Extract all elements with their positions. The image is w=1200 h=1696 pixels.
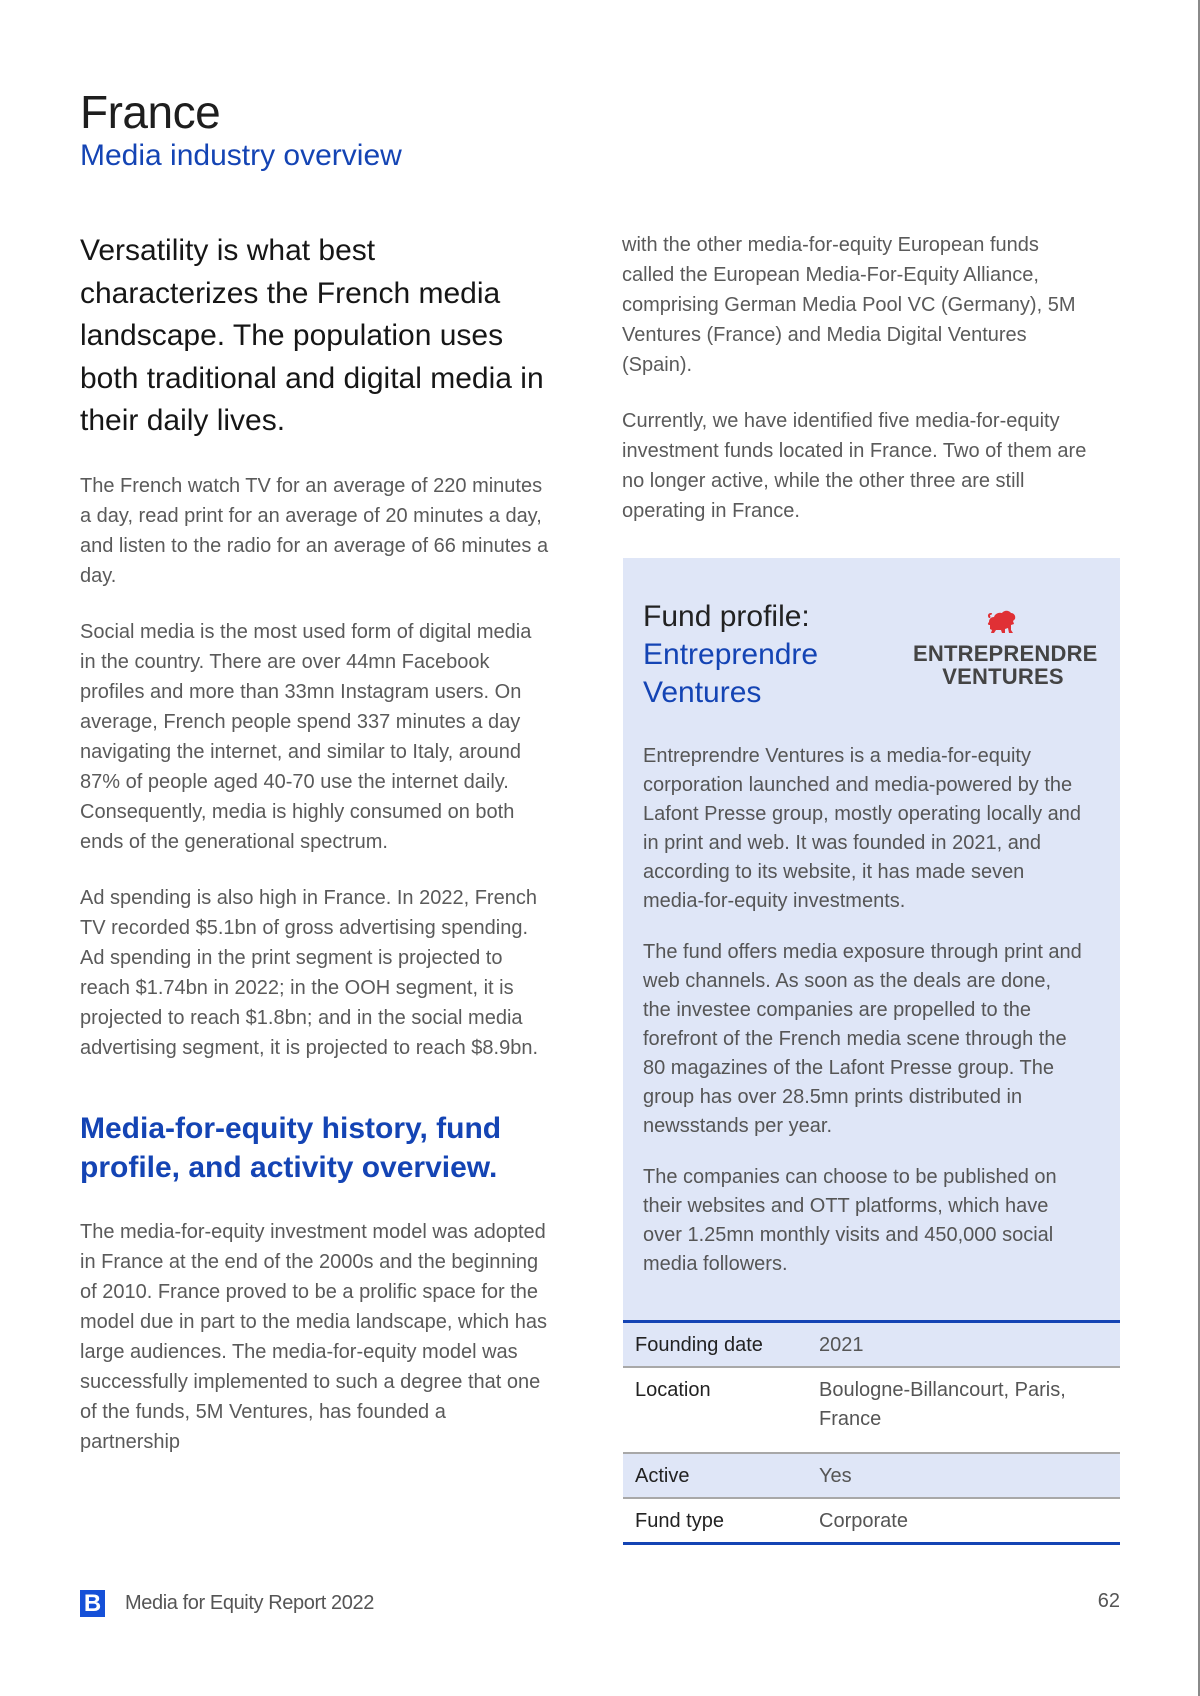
fact-key: Fund type xyxy=(635,1510,724,1532)
right-column xyxy=(622,230,1092,552)
logo-text-line2: VENTURES xyxy=(942,664,1064,689)
fund-paragraph: Entreprendre Ventures is a media-for-equity corporation launched and media-powered by the Lafont Presse group, mostly operating locally and in print and web. It was founded in 2021, and according to its website, it has made seven media-for-equity investments. xyxy=(643,745,1082,912)
fund-paragraph: The companies can choose to be published on their websites and OTT platforms, which have over 1.25mn monthly visits and 450,000 social media followers. xyxy=(643,1166,1057,1275)
fact-value: 2021 xyxy=(819,1334,864,1356)
fund-profile-box xyxy=(623,558,1120,1321)
page-number: 62 xyxy=(1097,1590,1120,1612)
body-paragraph: Currently, we have identified five media-for-equity investment funds located in France. Two of them are no longer active, while the other three are still operating in France. xyxy=(622,410,1087,522)
section-heading: Media-for-equity history, fund profile, and activity overview. xyxy=(80,1111,502,1184)
body-paragraph: The media-for-equity investment model was adopted in France at the end of the 2000s and the beginning of 2010. France proved to be a prolific space for the model due in part to the media landscape, which has large audiences. The media-for-equity model was successfully implemented to such a degree that one of the funds, 5M Ventures, has founded a partnership xyxy=(80,1220,547,1453)
lion-icon xyxy=(983,608,1023,638)
table-row xyxy=(623,1453,1120,1498)
body-paragraph: with the other media-for-equity European funds called the European Media-For-Equity Alliance, comprising German Media Pool VC (Germany), 5M Ventures (France) and Media Digital Ventures (Spain). xyxy=(622,234,1076,376)
table-row xyxy=(623,1322,1120,1368)
footer-report-title: Media for Equity Report 2022 xyxy=(125,1592,374,1614)
fund-profile-heading xyxy=(643,598,883,712)
fact-key: Founding date xyxy=(635,1334,763,1356)
fund-description xyxy=(643,742,1083,1301)
lead-paragraph: Versatility is what best characterizes the French media landscape. The population uses both traditional and digital media in their daily lives. xyxy=(80,234,544,437)
fund-paragraph: The fund offers media exposure through print and web channels. As soon as the deals are done, the investee companies are propelled to the forefront of the French media scene through the 80 magazines of the Lafont Presse group. The group has over 28.5mn prints distributed in newsstands per year. xyxy=(643,941,1082,1137)
page-subtitle: Media industry overview xyxy=(80,139,402,172)
logo-text-line1: ENTREPRENDRE xyxy=(913,641,1098,666)
body-paragraph: The French watch TV for an average of 220 minutes a day, read print for an average of 20 minutes a day, and listen to the radio for an average of 66 minutes a day. xyxy=(80,474,549,587)
fund-profile-label: Fund profile: xyxy=(643,600,810,633)
fact-value: Corporate xyxy=(819,1510,908,1532)
fund-facts-table xyxy=(623,1320,1120,1545)
fact-value: Boulogne-Billancourt, Paris, France xyxy=(819,1379,1066,1430)
body-paragraph: Social media is the most used form of digital media in the country. There are over 44mn Facebook profiles and more than 33mn Instagram users. On average, French people spend 337 minutes a day navigating the internet, and similar to Italy, around 87% of people aged 40-70 use the internet daily. Consequently, media is highly consumed on both ends of the generational spectrum. xyxy=(80,620,532,853)
fact-key: Active xyxy=(635,1465,690,1487)
table-row xyxy=(623,1498,1120,1544)
fact-value: Yes xyxy=(819,1465,852,1487)
report-logo-letter: B xyxy=(83,1590,102,1617)
page-title: France xyxy=(80,86,221,138)
report-logo-icon xyxy=(80,1590,105,1617)
fund-logo xyxy=(913,608,1098,689)
table-row xyxy=(623,1367,1120,1453)
fund-name: Entreprendre Ventures xyxy=(643,638,819,709)
fact-key: Location xyxy=(635,1379,711,1401)
left-column xyxy=(80,230,550,1483)
body-paragraph: Ad spending is also high in France. In 2022, French TV recorded $5.1bn of gross advertising spending. Ad spending in the print segment is projected to reach $1.74bn in 2022; in the OOH segment, it is projected to reach $1.8bn; and in the social media advertising segment, it is projected to reach $8.9bn. xyxy=(80,886,539,1059)
